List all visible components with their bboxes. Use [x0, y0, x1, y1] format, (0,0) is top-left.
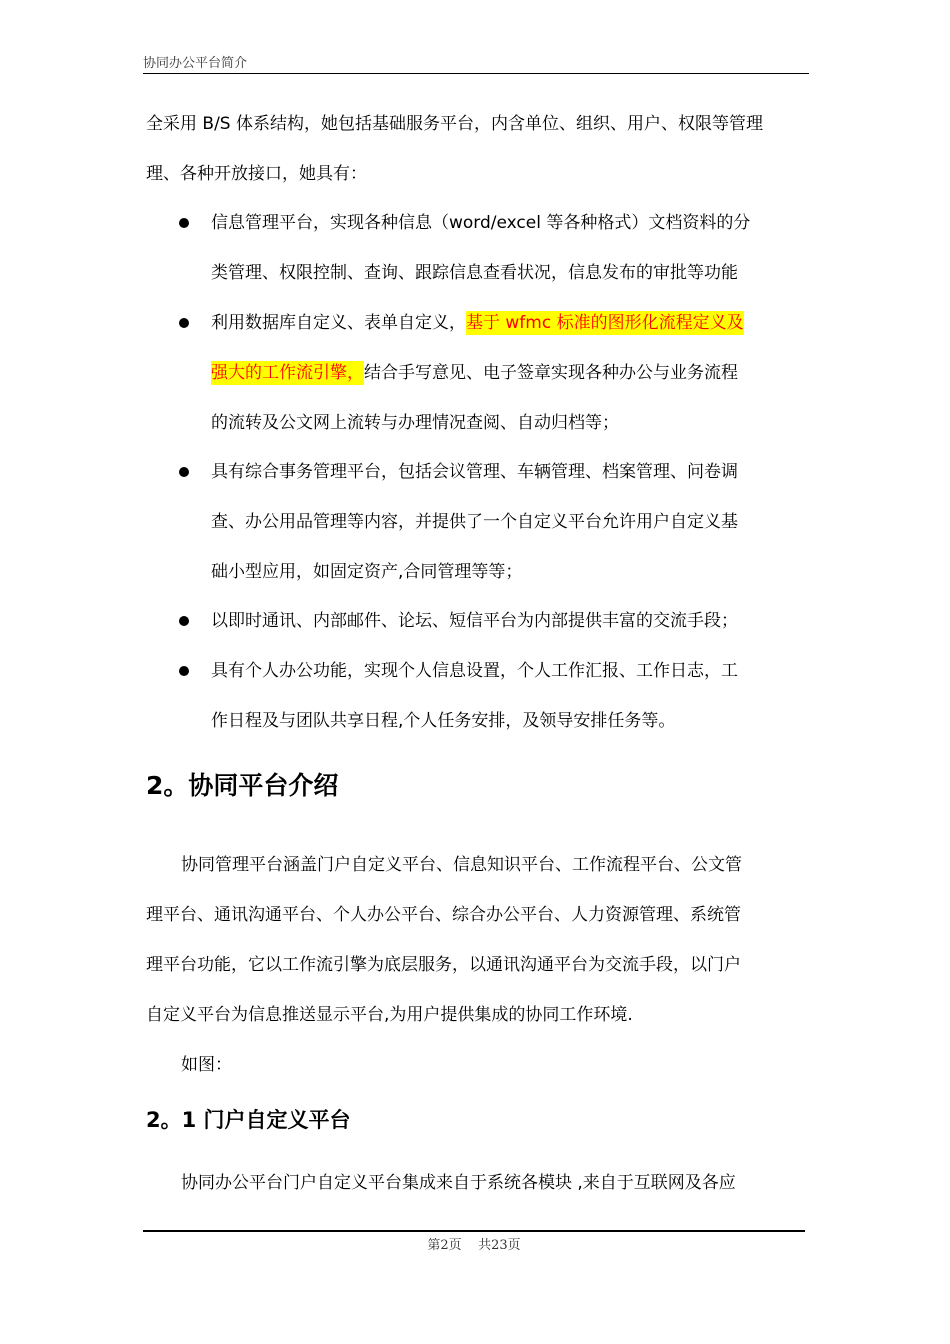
bullet-2-line-3: 的流转及公文网上流转与办理情况查阅、自动归档等；: [211, 413, 619, 433]
intro-line-2: 理、各种开放接口，她具有：: [146, 164, 367, 184]
bullet-5-line-1: 具有个人办公功能，实现个人信息设置，个人工作汇报、工作日志，工: [211, 661, 738, 681]
bullet-2-line-2: [211, 361, 738, 385]
section-2-para-line-1: 协同管理平台涵盖门户自定义平台、信息知识平台、工作流程平台、公文管: [181, 855, 742, 875]
figure-label: 如图：: [181, 1055, 232, 1075]
bullet-2-line-1: [211, 311, 744, 335]
bullet-dot: [179, 218, 189, 228]
bullet-4-line-1: 以即时通讯、内部邮件、论坛、短信平台为内部提供丰富的交流手段；: [211, 611, 738, 631]
bullet-3-line-1: 具有综合事务管理平台，包括会议管理、车辆管理、档案管理、问卷调: [211, 462, 738, 482]
intro-line-1: 全采用 B/S 体系结构，她包括基础服务平台，内含单位、组织、用户、权限等管理: [146, 114, 763, 134]
section-2-para-line-2: 理平台、通讯沟通平台、个人办公平台、综合办公平台、人力资源管理、系统管: [146, 905, 741, 925]
section-2-para-line-4: 自定义平台为信息推送显示平台,为用户提供集成的协同工作环境.: [146, 1005, 633, 1025]
bullet-2-line-1-plain: 利用数据库自定义、表单自定义，: [211, 313, 466, 333]
bullet-5-line-2: 作日程及与团队共享日程,个人任务安排，及领导安排任务等。: [211, 711, 676, 731]
page-header: [143, 55, 809, 74]
header-title: 协同办公平台简介: [143, 56, 248, 71]
bullet-3-line-2: 查、办公用品管理等内容，并提供了一个自定义平台允许用户自定义基: [211, 512, 738, 532]
page-footer: [143, 1230, 805, 1253]
section-2-heading: 2。协同平台介绍: [146, 771, 339, 800]
section-2-1-heading: 2。1 门户自定义平台: [146, 1108, 351, 1132]
bullet-dot: [179, 616, 189, 626]
bullet-dot: [179, 467, 189, 477]
bullet-3-line-3: 础小型应用，如固定资产,合同管理等等；: [211, 562, 523, 582]
bullet-1-line-2: 类管理、权限控制、查询、跟踪信息查看状况，信息发布的审批等功能: [211, 263, 738, 283]
bullet-dot: [179, 318, 189, 328]
section-2-para-line-3: 理平台功能，它以工作流引擎为底层服务，以通讯沟通平台为交流手段，以门户: [146, 955, 741, 975]
bullet-2-highlight-1: 基于 wfmc 标准的图形化流程定义及: [466, 313, 744, 333]
bullet-2-line-2-plain: 结合手写意见、电子签章实现各种办公与业务流程: [364, 363, 738, 383]
section-2-1-para-line-1: 协同办公平台门户自定义平台集成来自于系统各模块 ,来自于互联网及各应: [181, 1173, 736, 1193]
bullet-dot: [179, 666, 189, 676]
bullet-1-line-1: 信息管理平台，实现各种信息（word/excel 等各种格式）文档资料的分: [211, 213, 751, 233]
page-number: 第2页 共23页: [427, 1238, 521, 1253]
bullet-2-highlight-2: 强大的工作流引擎，: [211, 363, 364, 383]
